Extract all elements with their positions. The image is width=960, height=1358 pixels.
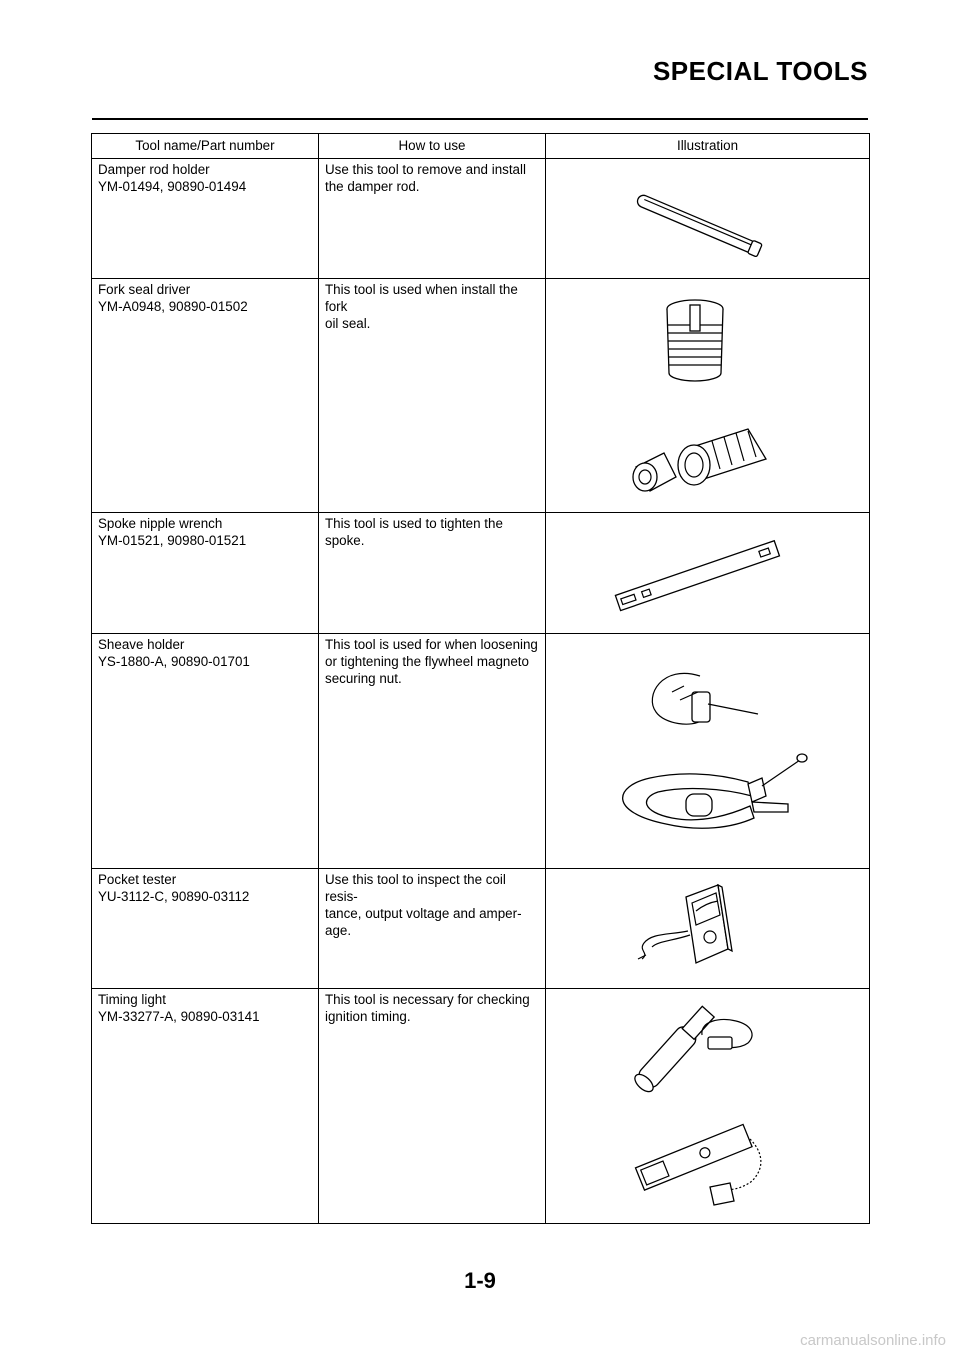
tool-name-cell: [92, 279, 319, 513]
illustration-cell: [546, 279, 870, 513]
tool-name: Damper rod holder: [98, 162, 210, 177]
timing-light-illustration: [552, 991, 874, 1221]
usage-cell: [319, 513, 546, 634]
part-number: YS-1880-A, 90890-01701: [98, 654, 250, 669]
usage-line: securing nut.: [325, 671, 402, 686]
usage-line: Use this tool to inspect the coil resis-: [325, 872, 506, 904]
usage-line: ignition timing.: [325, 1009, 411, 1024]
part-number: YM-01521, 90980-01521: [98, 533, 247, 548]
usage-line: age.: [325, 923, 352, 938]
sheave-holder-illustration: [552, 636, 874, 866]
usage-line: This tool is used for when loosening: [325, 637, 538, 652]
usage-line: This tool is necessary for checking: [325, 992, 530, 1007]
tool-name-cell: [92, 989, 319, 1224]
table-header-row: [92, 134, 870, 159]
usage-line: This tool is used to tighten the: [325, 516, 503, 531]
tool-name: Spoke nipple wrench: [98, 516, 223, 531]
table-row: [92, 634, 870, 869]
illustration-cell: [546, 989, 870, 1224]
part-number: YM-01494, 90890-01494: [98, 179, 247, 194]
page-title: SPECIAL TOOLS: [652, 56, 868, 86]
column-header-tool-name: Tool name/Part number: [92, 134, 319, 159]
usage-line: oil seal.: [325, 316, 371, 331]
part-number: YM-A0948, 90890-01502: [98, 299, 248, 314]
spoke-nipple-wrench-illustration: [552, 515, 874, 631]
damper-rod-holder-illustration: [552, 161, 874, 276]
usage-line: the damper rod.: [325, 179, 420, 194]
usage-cell: [319, 869, 546, 989]
page-number: 1-9: [464, 1268, 496, 1293]
fork-seal-driver-illustration: [552, 281, 874, 510]
tool-name: Fork seal driver: [98, 282, 191, 297]
tool-name: Pocket tester: [98, 872, 177, 887]
usage-line: or tightening the flywheel magneto: [325, 654, 529, 669]
table-row: [92, 279, 870, 513]
watermark: carmanualsonline.info: [800, 1332, 946, 1349]
illustration-cell: [546, 634, 870, 869]
table-row: [92, 869, 870, 989]
part-number: YM-33277-A, 90890-03141: [98, 1009, 260, 1024]
title-rule: [92, 118, 868, 120]
table-row: [92, 159, 870, 279]
illustration-cell: [546, 159, 870, 279]
special-tools-table: [91, 133, 870, 1224]
tool-name-cell: [92, 159, 319, 279]
usage-line: This tool is used when install the fork: [325, 282, 518, 314]
usage-line: Use this tool to remove and install: [325, 162, 526, 177]
usage-line: tance, output voltage and amper-: [325, 906, 522, 921]
pocket-tester-illustration: [552, 871, 874, 986]
illustration-cell: [546, 513, 870, 634]
usage-cell: [319, 989, 546, 1224]
table-row: [92, 989, 870, 1224]
tool-name: Timing light: [98, 992, 166, 1007]
tool-name-cell: [92, 634, 319, 869]
tool-name-cell: [92, 513, 319, 634]
usage-line: spoke.: [325, 533, 365, 548]
tool-name-cell: [92, 869, 319, 989]
illustration-cell: [546, 869, 870, 989]
table-row: [92, 513, 870, 634]
usage-cell: [319, 279, 546, 513]
tool-name: Sheave holder: [98, 637, 185, 652]
usage-cell: [319, 634, 546, 869]
part-number: YU-3112-C, 90890-03112: [98, 889, 250, 904]
column-header-illustration: Illustration: [546, 134, 870, 159]
column-header-how-to-use: How to use: [319, 134, 546, 159]
usage-cell: [319, 159, 546, 279]
